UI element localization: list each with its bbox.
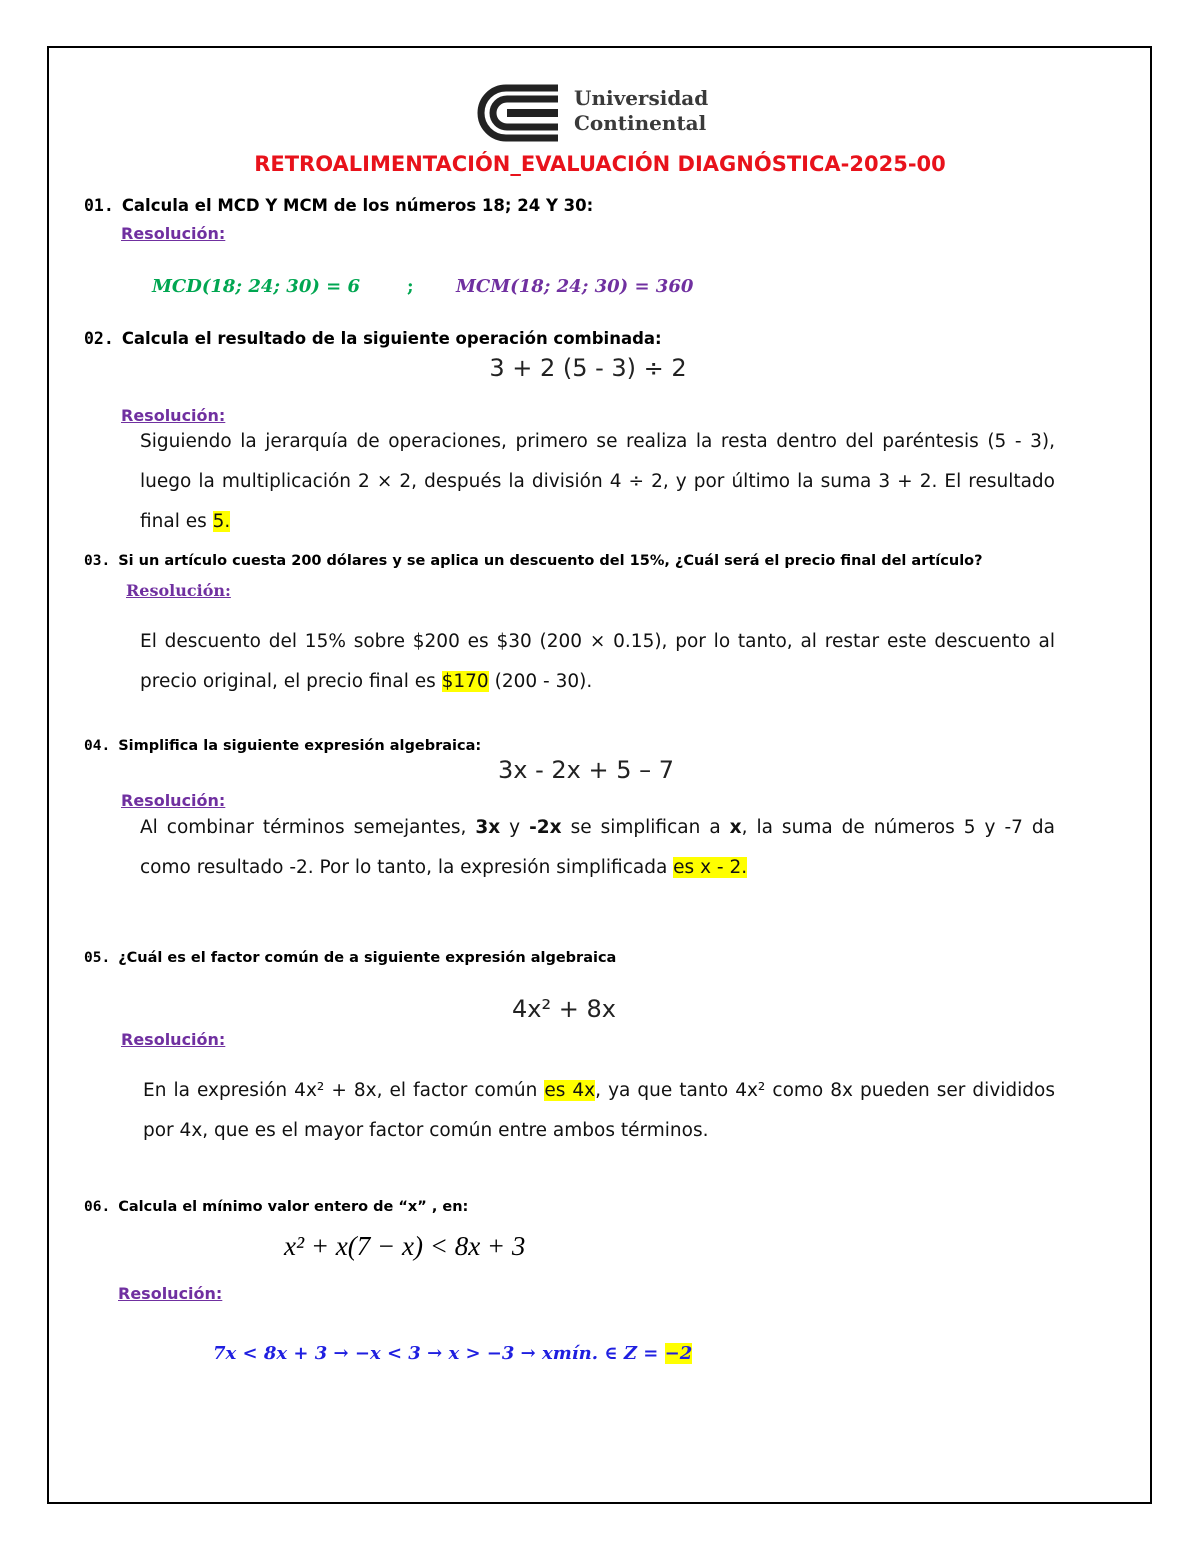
resolution-label: Resolución: — [121, 224, 226, 243]
math-separator: ; — [407, 276, 414, 297]
resolution-label: Resolución: — [126, 581, 231, 600]
mcd-result: MCD(18; 24; 30) = 6 — [152, 276, 361, 297]
answer-highlight: −2 — [664, 1343, 693, 1364]
question-text: Calcula el mínimo valor entero de “x” , en: — [118, 1199, 469, 1215]
university-logo — [470, 82, 710, 144]
q3-answer — [140, 622, 1055, 702]
resolution-label: Resolución: — [118, 1284, 223, 1303]
answer-highlight: 5. — [212, 511, 231, 532]
question-3 — [84, 553, 983, 569]
q6-solution — [213, 1343, 692, 1364]
q2-answer — [140, 422, 1055, 542]
question-4 — [84, 738, 481, 754]
answer-highlight: es 4x — [544, 1080, 596, 1101]
algebraic-expression: 3x - 2x + 5 – 7 — [497, 756, 675, 784]
question-text: Calcula el MCD Y MCM de los números 18; 24 Y 30: — [121, 196, 594, 215]
question-text: ¿Cuál es el factor común de a siguiente expresión algebraica — [118, 950, 617, 966]
answer-text: En la expresión 4x² + 8x, el factor común — [143, 1080, 545, 1101]
continental-logo-icon — [470, 82, 566, 144]
answer-highlight: es x - 2. — [673, 857, 748, 878]
document-title: RETROALIMENTACIÓN_EVALUACIÓN DIAGNÓSTICA-2025-00 — [254, 152, 946, 176]
question-6 — [84, 1199, 468, 1215]
answer-text: , ya que tanto 4x² como 8x pueden ser divididos por 4x, que es el mayor factor común entre ambos términos. — [143, 1080, 1055, 1141]
mcm-result: MCM(18; 24; 30) = 360 — [456, 276, 694, 297]
question-number: 03. — [84, 553, 111, 569]
term-minus-2x: -2x — [529, 817, 562, 838]
resolution-label: Resolución: — [121, 1030, 226, 1049]
resolution-label: Resolución: — [121, 791, 226, 810]
answer-text: Siguiendo la jerarquía de operaciones, primero se realiza la resta dentro del paréntesis (5 - 3), luego la multiplicación 2 × 2, después la división 4 ÷ 2, y por último la suma 3 + 2. El resultado final es — [140, 431, 1055, 532]
question-number: 04. — [84, 738, 111, 754]
logo-line-1: Universidad — [574, 86, 709, 110]
answer-text: y — [500, 817, 530, 838]
resolution-label: Resolución: — [121, 406, 226, 425]
term-3x: 3x — [475, 817, 501, 838]
answer-text: Al combinar términos semejantes, — [140, 817, 476, 838]
question-1 — [84, 196, 593, 215]
question-text: Calcula el resultado de la siguiente operación combinada: — [121, 329, 662, 348]
logo-line-2: Continental — [574, 111, 707, 135]
answer-text: El descuento del 15% sobre $200 es $30 (200 × 0.15), por lo tanto, al restar este descuento al precio original, el precio final es — [140, 631, 1055, 692]
answer-highlight: $170 — [441, 671, 489, 692]
question-text: Si un artículo cuesta 200 dólares y se aplica un descuento del 15%, ¿Cuál será el precio final del artículo? — [118, 553, 983, 569]
question-2 — [84, 329, 662, 348]
question-number: 01. — [84, 196, 114, 215]
answer-text-end: (200 - 30). — [488, 671, 593, 692]
q4-answer — [140, 808, 1055, 888]
inequality-expression: x² + x(7 − x) < 8x + 3 — [284, 1231, 526, 1261]
question-number: 05. — [84, 950, 111, 966]
question-5 — [84, 950, 616, 966]
answer-text: , la suma de números 5 y -7 da como resultado -2. Por lo tanto, la expresión simplificada — [140, 817, 1055, 878]
question-number: 02. — [84, 329, 114, 348]
question-number: 06. — [84, 1199, 111, 1215]
combined-operation: 3 + 2 (5 - 3) ÷ 2 — [489, 354, 687, 382]
answer-text: se simplifican a — [561, 817, 730, 838]
q5-answer — [143, 1071, 1055, 1151]
term-x: x — [729, 817, 742, 838]
factor-expression: 4x² + 8x — [512, 995, 616, 1023]
solution-steps: 7x < 8x + 3 → −x < 3 → x > −3 → xmín. ∈ Z = — [213, 1343, 665, 1364]
question-text: Simplifica la siguiente expresión algebraica: — [118, 738, 482, 754]
